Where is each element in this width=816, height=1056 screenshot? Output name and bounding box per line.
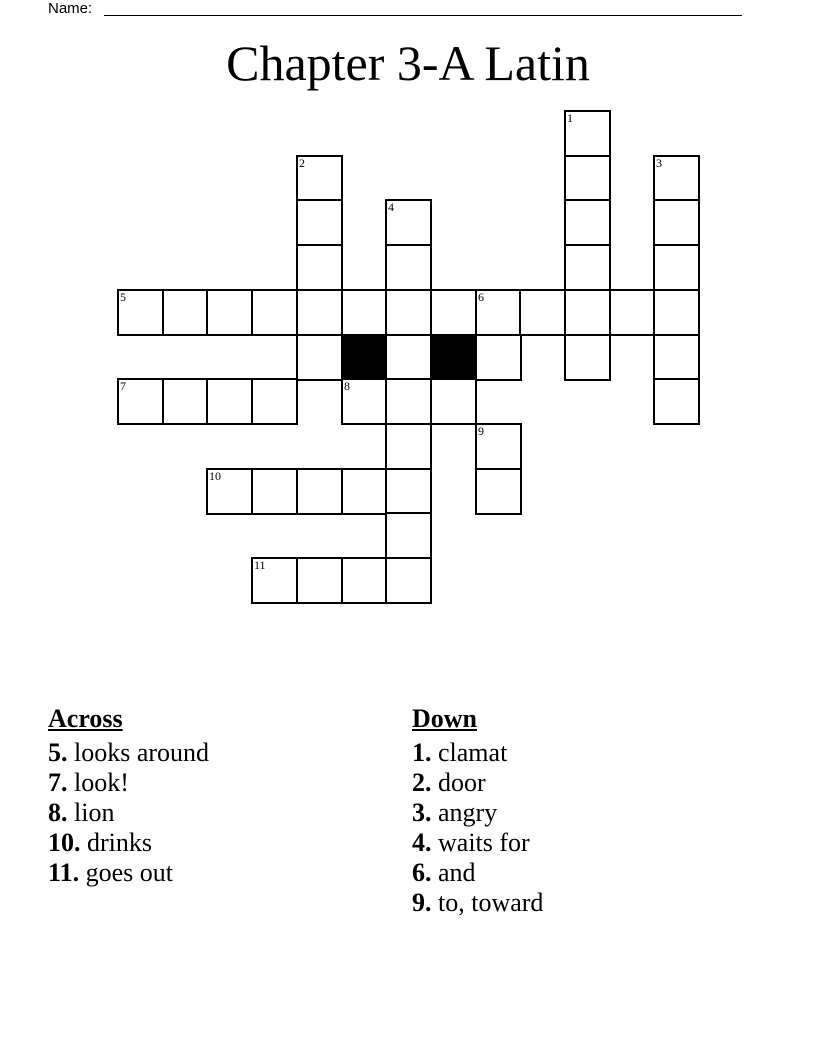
down-clue: 6. and (412, 858, 476, 887)
across-clue: 11. goes out (48, 858, 173, 887)
grid-cell[interactable] (475, 468, 522, 515)
down-heading: Down (412, 704, 478, 733)
down-clue: 2. door (412, 768, 486, 797)
grid-cell[interactable] (653, 155, 700, 202)
grid-cell[interactable] (296, 334, 343, 381)
grid-cell[interactable] (117, 289, 164, 336)
clue-number: 4 (388, 200, 394, 214)
across-clue: 5. looks around (48, 738, 210, 767)
across-clues (48, 704, 209, 888)
grid-cell[interactable] (117, 378, 164, 425)
down-clue: 4. waits for (412, 828, 530, 857)
down-clue: 3. angry (412, 798, 498, 827)
grid-cell[interactable] (296, 199, 343, 246)
page-title: Chapter 3-A Latin (226, 35, 590, 91)
down-clue: 9. to, toward (412, 888, 544, 917)
clue-number: 5 (120, 290, 126, 304)
clue-number: 7 (120, 379, 126, 393)
grid-cell[interactable] (564, 199, 611, 246)
grid-cell[interactable] (341, 378, 388, 425)
grid-cell[interactable] (564, 289, 611, 336)
grid-cell[interactable] (162, 378, 209, 425)
grid-cell[interactable] (475, 289, 522, 336)
grid-cell[interactable] (296, 557, 343, 604)
black-square (430, 334, 477, 381)
across-clue: 8. lion (48, 798, 115, 827)
grid-cell[interactable] (653, 199, 700, 246)
grid-cell[interactable] (296, 289, 343, 336)
name-label: Name: (48, 0, 93, 17)
grid-cell[interactable] (385, 289, 432, 336)
grid-cell[interactable] (653, 334, 700, 381)
clue-number: 6 (478, 290, 484, 304)
down-clues (412, 704, 543, 918)
grid-cell[interactable] (609, 289, 656, 336)
grid-cell[interactable] (251, 557, 298, 604)
clue-number: 1 (567, 111, 573, 125)
grid-cell[interactable] (251, 468, 298, 515)
grid-cell[interactable] (564, 334, 611, 381)
across-clue: 10. drinks (48, 828, 152, 857)
across-heading: Across (48, 704, 123, 733)
grid-cell[interactable] (206, 378, 253, 425)
clue-number: 11 (254, 558, 266, 572)
grid-cell[interactable] (385, 557, 432, 604)
grid-cell[interactable] (385, 423, 432, 470)
black-square (341, 334, 388, 381)
grid-cell[interactable] (341, 468, 388, 515)
grid-cell[interactable] (341, 557, 388, 604)
grid-cell[interactable] (385, 244, 432, 291)
down-clue-list (412, 738, 543, 918)
clue-number: 2 (299, 156, 305, 170)
down-clue: 1. clamat (412, 738, 508, 767)
clue-number: 8 (344, 379, 350, 393)
grid-cell[interactable] (341, 289, 388, 336)
across-clue: 7. look! (48, 768, 129, 797)
clue-number: 10 (209, 469, 221, 483)
grid-cell[interactable] (296, 244, 343, 291)
grid-cell[interactable] (206, 468, 253, 515)
grid-cell[interactable] (475, 423, 522, 470)
grid-cell[interactable] (385, 334, 432, 381)
grid-cell[interactable] (519, 289, 566, 336)
grid-cell[interactable] (251, 289, 298, 336)
clue-number: 3 (656, 156, 662, 170)
grid-cell[interactable] (385, 199, 432, 246)
grid-cell[interactable] (296, 155, 343, 202)
grid-cell[interactable] (296, 468, 343, 515)
grid-cell[interactable] (564, 244, 611, 291)
grid-cell[interactable] (653, 289, 700, 336)
grid-cell[interactable] (475, 334, 522, 381)
grid-cell[interactable] (564, 110, 611, 157)
grid-cell[interactable] (564, 155, 611, 202)
grid-cell[interactable] (653, 244, 700, 291)
clue-number: 9 (478, 424, 484, 438)
grid-cell[interactable] (385, 468, 432, 515)
grid-cell[interactable] (206, 289, 253, 336)
grid-cell[interactable] (385, 512, 432, 559)
grid-cell[interactable] (385, 378, 432, 425)
grid-cell[interactable] (653, 378, 700, 425)
grid-cell[interactable] (430, 289, 477, 336)
grid-cell[interactable] (430, 378, 477, 425)
grid-cell[interactable] (162, 289, 209, 336)
across-clue-list (48, 738, 209, 888)
grid-cell[interactable] (251, 378, 298, 425)
